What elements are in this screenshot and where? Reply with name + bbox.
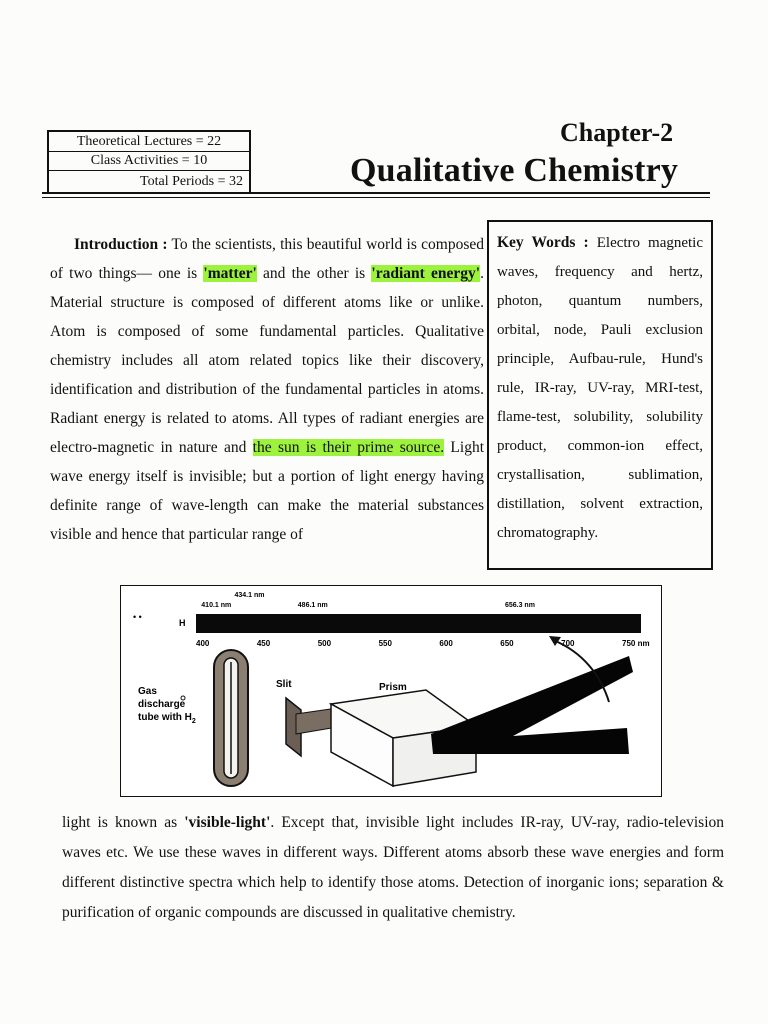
gas-label-line2: discharge [138, 699, 186, 710]
prism-label: Prism [379, 682, 407, 693]
spectrum-band [196, 614, 641, 633]
axis-tick-label: 600 [439, 639, 453, 648]
continuation-paragraph [62, 808, 724, 928]
key-words-text: Electro magnetic waves, frequency and hertz, photon, quantum numbers, orbital, node, Pauli exclusion principle, Aufbau-rule, Hund's rule, IR-ray, UV-ray, MRI-test, flame-test, solubility, solubility product, common-ion effect, crystallisation, sublimation, distillation, solvent extraction, chromatography. [497, 235, 704, 541]
gas-label-line3 [138, 712, 196, 725]
slit-label: Slit [276, 679, 292, 690]
axis-tick-label: 450 [256, 639, 271, 648]
emission-line-label: 410.1 nm [201, 602, 232, 609]
gas-label-line1: Gas [138, 686, 157, 697]
intro-text-3: . Material structure is composed of different atoms like or unlike. Atom is composed of some fundamental particles. Qualitative chemistry includes all atom related topics like their discovery, identification and distribution of the fundamental particles in atoms. Radiant energy is related to atoms. All types of radiant energies are electro-magnetic in nature and [50, 265, 484, 456]
intro-text-2: and the other is [256, 265, 372, 282]
emission-line-labels [201, 592, 535, 609]
axis-tick-label: 750 nm [622, 639, 650, 648]
activities-count: Class Activities = 10 [49, 151, 249, 171]
key-words-label: Key Words : [497, 234, 589, 251]
page-title: Qualitative Chemistry [350, 152, 679, 189]
title-rule-thin [42, 197, 710, 198]
introduction-paragraph [50, 230, 484, 549]
bottom-text-1: light is known as [62, 814, 185, 831]
dots-mark: • • [133, 612, 142, 622]
arrow-head [549, 636, 561, 646]
emission-line-label: 486.1 nm [297, 602, 328, 609]
highlight-sun-source: the sun is their prime source. [252, 439, 445, 456]
total-periods: Total Periods = 32 [140, 174, 243, 189]
intro-text-4: Light wave energy itself is invisible; but a portion of light energy having definite range of wave-length can make the material substances visible and hence that particular range of [50, 439, 484, 543]
lectures-count: Theoretical Lectures = 22 [49, 132, 249, 152]
emission-line-label: 656.3 nm [504, 602, 535, 609]
periods-box [47, 130, 251, 194]
dispersed-light [431, 656, 633, 754]
axis-tick-label: 500 [317, 639, 332, 648]
intro-lead: Introduction : [74, 236, 168, 253]
spectrum-diagram [121, 586, 661, 796]
visible-light-term: 'visible-light' [184, 814, 271, 831]
wavelength-axis [196, 639, 650, 648]
element-label: H [179, 618, 186, 628]
gas-label-subscript: 2 [191, 718, 196, 725]
title-rule [42, 192, 710, 194]
emission-line-label: 434.1 nm [234, 592, 265, 599]
axis-tick-label: 700 [561, 639, 575, 648]
key-words-box [487, 220, 713, 570]
spectrum-figure [120, 585, 662, 797]
gas-label-text: tube with H [138, 712, 192, 723]
highlight-radiant-energy: 'radiant energy' [371, 265, 481, 282]
axis-tick-label: 400 [196, 639, 210, 648]
highlight-matter: 'matter' [203, 265, 257, 282]
bottom-text-2: . Except that, invisible light includes IR-ray, UV-ray, radio-television waves etc. We use these waves in different ways. Different atoms absorb these wave energies and form different distinctive spectra which help to identify those atoms. Detection of inorganic ions; separation & purification of organic compounds are discussed in qualitative chemistry. [62, 814, 724, 921]
intro-text-1: To the scientists, this beautiful world is composed of two things— one is [50, 236, 484, 282]
chapter-label: Chapter-2 [560, 118, 674, 147]
axis-tick-label: 550 [378, 639, 392, 648]
axis-tick-label: 650 [500, 639, 514, 648]
